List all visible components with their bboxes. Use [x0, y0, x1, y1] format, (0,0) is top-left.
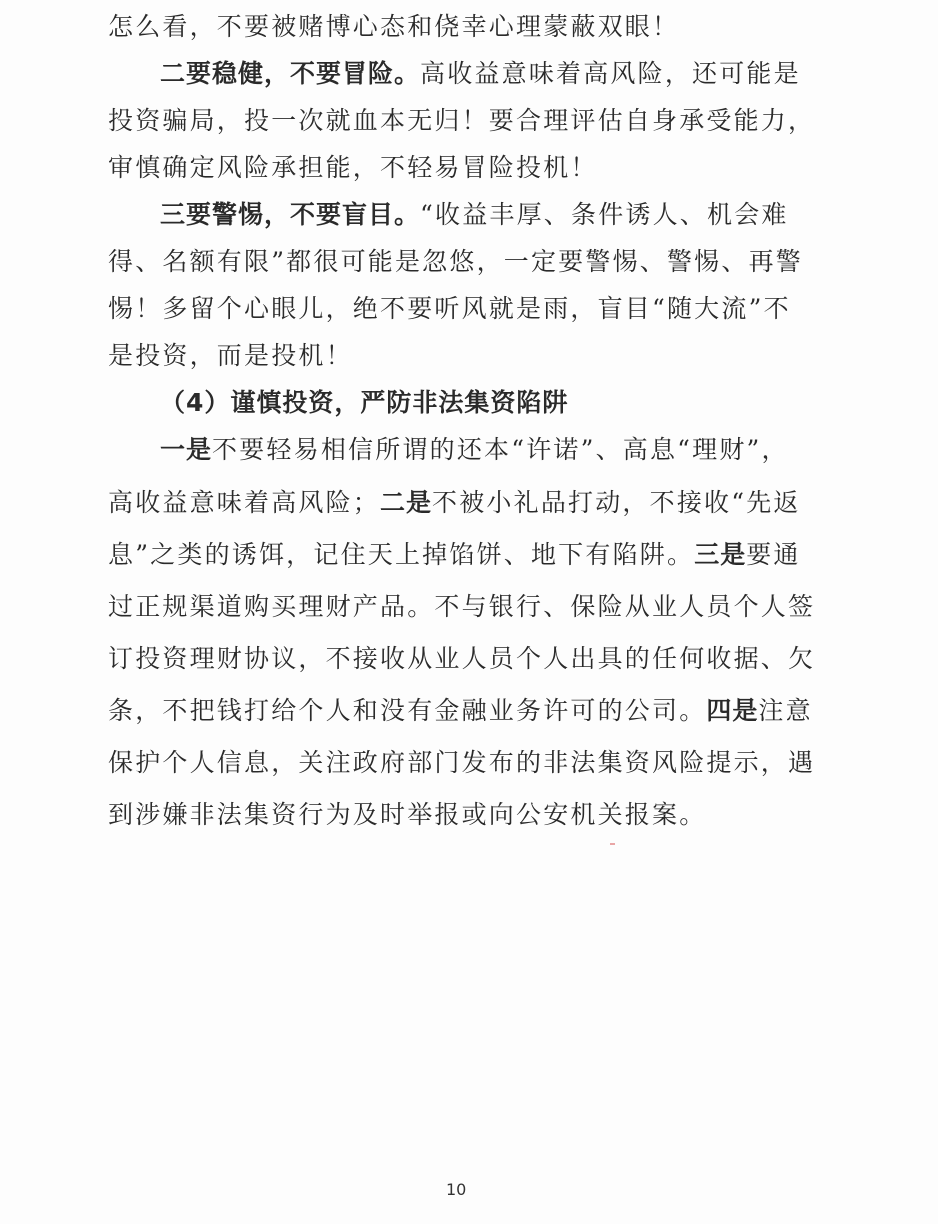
text-line-8: 是投资，而是投机！	[108, 341, 353, 370]
text-line-3: 投资骗局，投一次就血本无归！要合理评估自身承受能力，	[108, 106, 816, 135]
para-line-1: 一是不要轻易相信所谓的还本“许诺”、高息“理财”，	[160, 435, 789, 464]
para-line-4: 过正规渠道购买理财产品。不与银行、保险从业人员个人签	[108, 592, 816, 621]
para-line-2: 高收益意味着高风险；二是不被小礼品打动，不接收“先返	[108, 488, 801, 517]
text-line-1: 怎么看，不要被赌博心态和侥幸心理蒙蔽双眼！	[108, 12, 680, 41]
para-line-8: 到涉嫌非法集资行为及时举报或向公安机关报案。	[108, 800, 707, 829]
text-line-6: 得、名额有限”都很可能是忽悠，一定要警惕、警惕、再警	[108, 247, 803, 276]
text-line-5: 三要警惕，不要盲目。“收益丰厚、条件诱人、机会难	[160, 200, 789, 229]
page-number: 10	[446, 1180, 467, 1199]
text-line-7: 惕！多留个心眼儿，绝不要听风就是雨，盲目“随大流”不	[108, 294, 791, 323]
para-line-7: 保护个人信息，关注政府部门发布的非法集资风险提示，遇	[108, 748, 816, 777]
para-line-6: 条，不把钱打给个人和没有金融业务许可的公司。四是注意	[108, 696, 813, 725]
bold-lead-two: 二是	[380, 488, 433, 517]
scan-speck	[610, 843, 615, 845]
para-line-3: 息”之类的诱饵，记住天上掉馅饼、地下有陷阱。三是要通	[108, 540, 801, 569]
bold-lead-three: 三是	[694, 540, 747, 569]
bold-lead-one: 一是	[160, 435, 213, 464]
text-line-4: 审慎确定风险承担能，不轻易冒险投机！	[108, 153, 598, 182]
bold-lead-four: 四是	[706, 696, 759, 725]
bold-lead-2: 二要稳健，不要冒险。	[160, 59, 421, 88]
bold-lead-5: 三要警惕，不要盲目。	[160, 200, 421, 229]
section-heading: （4）谨慎投资，严防非法集资陷阱	[160, 388, 569, 417]
text-line-2: 二要稳健，不要冒险。高收益意味着高风险，还可能是	[160, 59, 801, 88]
para-line-5: 订投资理财协议，不接收从业人员个人出具的任何收据、欠	[108, 644, 816, 673]
